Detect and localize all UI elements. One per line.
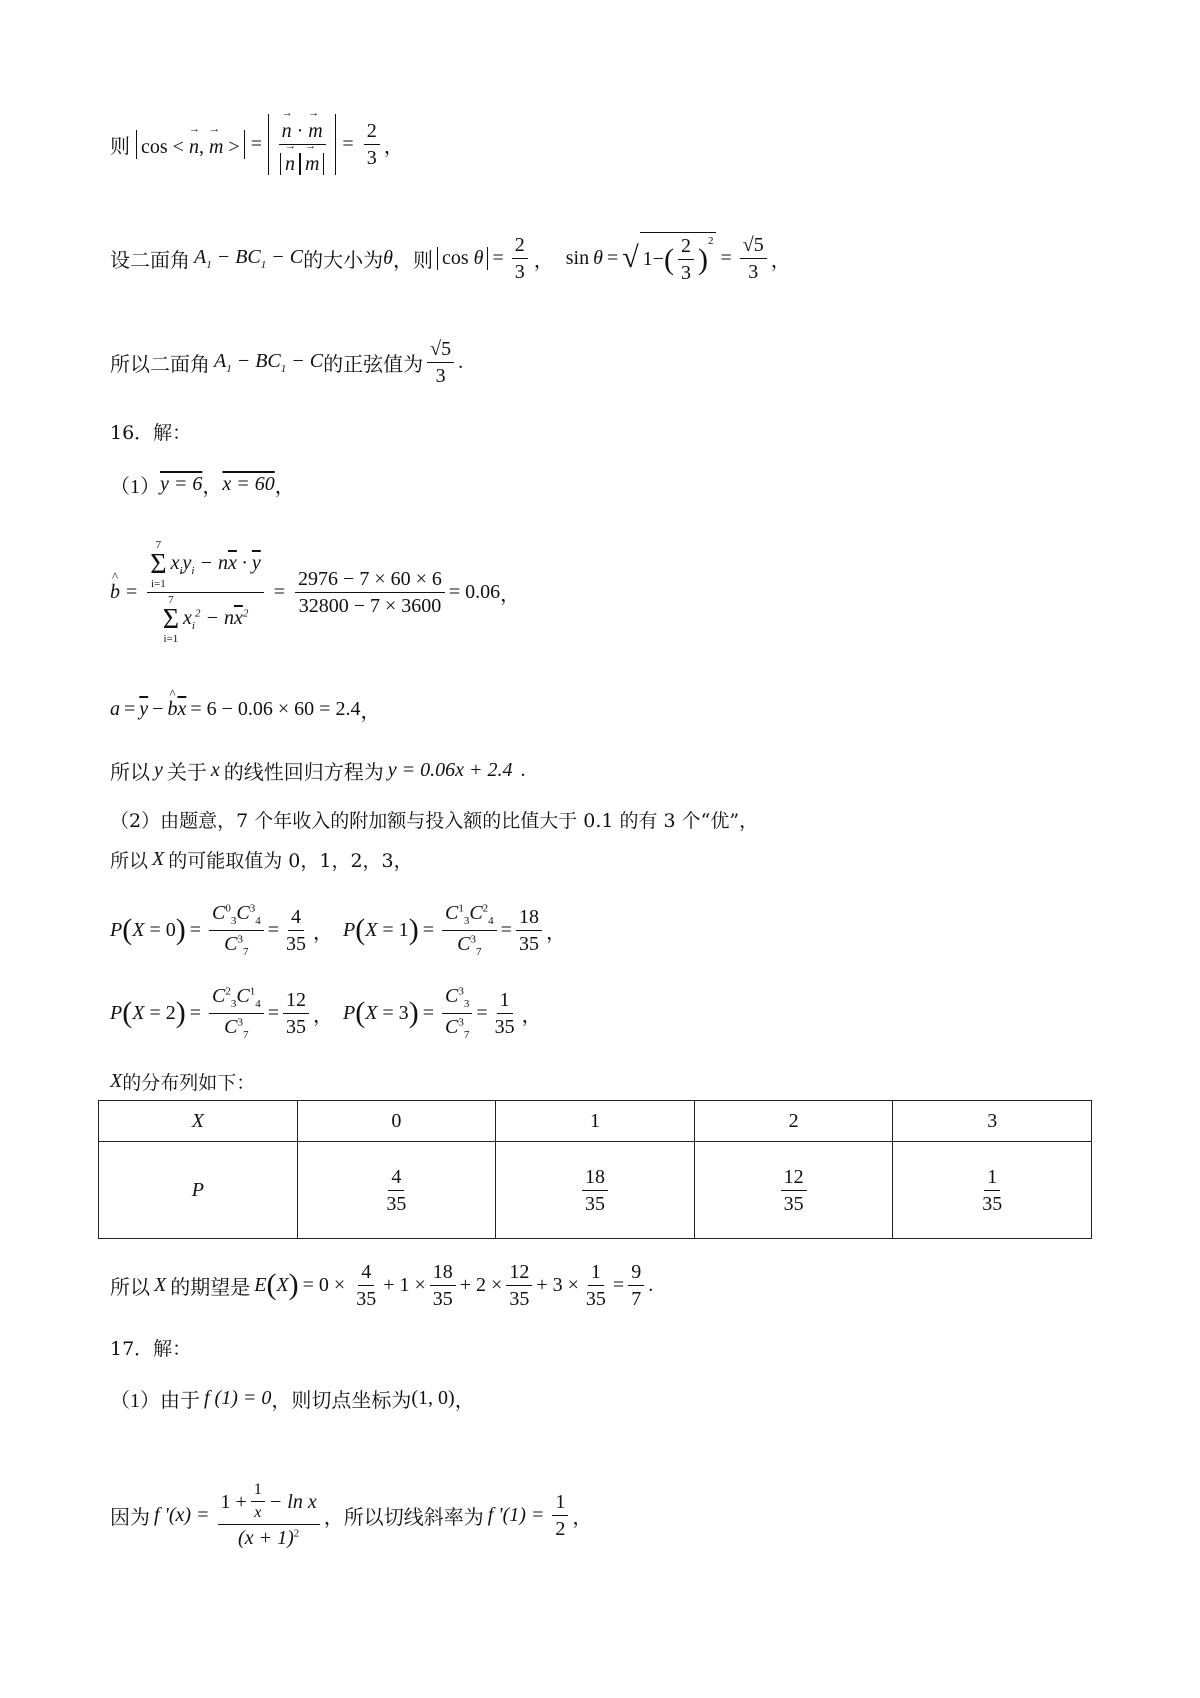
denominator: 3: [366, 146, 377, 169]
punct: ，: [274, 476, 295, 498]
symbol: BC: [235, 245, 261, 268]
cos-text: cos: [441, 246, 469, 269]
punct: .: [648, 1273, 654, 1296]
cos-text: cos: [141, 135, 168, 158]
text: 设二面角: [110, 249, 190, 272]
fraction: [364, 120, 380, 169]
dihedral-angle-line: 设二面角 $A_1 - BC_1 - C$ 的大小为 θ ，则 cos θ = $\frac{2}{3}$ ， sin θ = √ 1 − ( $\frac{2}{3}$ ) $^2$ = $\frac{√5}{3}$ ，: [110, 233, 791, 284]
text: 的大小为: [303, 249, 384, 272]
part2-intro: （2）由题意，7 个年收入的附加额与投入额的比值大于 0.1 的有 3 个“优”，: [110, 810, 759, 832]
text: ，所以切线斜率为: [323, 1506, 484, 1529]
symbol: A: [214, 349, 227, 372]
sine-value-line: 所以二面角 $A_1 - BC_1 - C$ 的正弦值为 $\frac{√5}{3}$ .: [110, 337, 464, 387]
denominator: 35: [285, 1015, 306, 1038]
denominator: 35: [356, 1287, 377, 1310]
denominator: 35: [509, 1287, 530, 1310]
vector-m: → m: [305, 147, 319, 175]
numerator: 12: [781, 1166, 807, 1191]
denominator: 35: [386, 1192, 407, 1215]
sin-text: sin: [565, 246, 590, 269]
vector-n: → n: [285, 147, 295, 175]
symbol: x: [210, 759, 220, 781]
intercept-line: a = $\overline{y}$ − ^ b $\overline{x}$ = 6 − 0.06 × 60 = 2.4 ，: [110, 695, 380, 724]
section-heading-16: 16．解：: [110, 422, 192, 444]
numerator: 1 +: [220, 1490, 247, 1513]
result: = 0.06: [448, 580, 501, 603]
punct: .: [458, 350, 464, 373]
prob-line-2-3: P ( X = 2 ) = $\frac{C^2_3C^1_4}{C^3_7}$ = $\frac{12}{35}$ ， P ( X = 3 ) = $\frac{C^3_3}{C^3_7}$ = $\frac{1}{35}$ ，: [110, 985, 542, 1041]
denominator: 2: [555, 1517, 566, 1540]
vector-m: → m: [308, 114, 322, 142]
vector-m: → m: [209, 130, 223, 159]
denominator: 35: [285, 932, 306, 955]
text: （1）由于: [110, 1390, 200, 1412]
table-cell: [297, 1142, 496, 1239]
a: a: [110, 698, 120, 720]
numerator: 18: [430, 1261, 456, 1286]
denominator: 7: [631, 1287, 642, 1310]
punct: ，: [572, 1506, 593, 1529]
fraction: 1 + $\frac{1}{x}$ − ln x $(x + 1)^2$: [218, 1481, 320, 1548]
numerator: 4: [388, 1166, 404, 1191]
numerator: 18: [516, 906, 542, 931]
text: 所以二面角: [110, 353, 210, 376]
text: 的可能取值为 0，1，2，3，: [168, 850, 413, 872]
symbol: C: [309, 349, 324, 372]
text: 所以: [110, 762, 150, 784]
table-cell: X: [99, 1101, 298, 1142]
table-cell: [694, 1142, 893, 1239]
table-header-row: [99, 1101, 1092, 1142]
numerator: 4: [288, 906, 304, 931]
section-heading-17: 17．解：: [110, 1338, 192, 1360]
expr: = 6 − 0.06 × 60 = 2.4: [190, 698, 361, 720]
denominator: 3: [680, 262, 691, 284]
text: 所以: [110, 850, 149, 872]
derivative-line: [110, 1455, 592, 1575]
symbol: X: [152, 848, 165, 870]
upper: 7: [155, 538, 162, 551]
y-mean: y = 6: [160, 473, 203, 495]
expectation-line: 所以 X 的期望是 E ( X ) = 0 × $\frac{4}{35}$ + 1 × $\frac{18}{35}$ + 2 × $\frac{12}{35}$ + 3 × $\frac{1}{35}$ = $\frac{9}{7}$ .: [110, 1260, 654, 1310]
denominator: 35: [432, 1287, 453, 1310]
lower: i=1: [163, 632, 179, 645]
symbol: X: [154, 1273, 167, 1296]
numerator: 9: [628, 1261, 644, 1286]
slope-formula-line: ^ b = 7 Σ i=1 $x_iy_i - n\overline{x} \cdot \overline{y}$ 7 Σ i=1 $x_i^2 - n\overline{x}^2$ = $\frac{2976 - 7 \times 60 \times 6}{32800 - 7 \times 3600}$ = 0.06 ，: [110, 532, 520, 652]
expr: f (1) = 0: [204, 1387, 272, 1409]
regression-line: [110, 756, 526, 785]
numerator: − ln x: [268, 1490, 317, 1513]
theta: θ: [383, 246, 393, 269]
numerator: √5: [427, 338, 454, 363]
punct: ，: [454, 1390, 475, 1412]
text: 因为: [110, 1506, 150, 1529]
upper: 7: [168, 593, 174, 606]
abs-cos: cos < → n, → m >: [136, 130, 245, 159]
denominator: 3: [435, 364, 446, 387]
theta: θ: [593, 246, 603, 269]
one: 1: [642, 248, 653, 270]
numerator: √5: [740, 234, 767, 259]
table-cell: 3: [893, 1101, 1092, 1142]
denominator: 32800 − 7 × 3600: [298, 594, 442, 617]
punct: ，: [500, 583, 521, 606]
denominator: (x + 1): [238, 1526, 294, 1549]
denominator: 35: [585, 1287, 606, 1310]
symbol: <: [172, 135, 184, 158]
expr: f '(1) =: [487, 1503, 545, 1526]
text: （1）: [110, 476, 160, 498]
numerator: 1: [984, 1166, 1000, 1191]
punct: ，: [360, 701, 381, 723]
numerator: 2976 − 7 × 60 × 6: [295, 568, 445, 593]
symbol: X: [110, 1070, 123, 1092]
symbol: C: [289, 245, 304, 268]
text: 的期望是: [170, 1276, 251, 1299]
text: 的分布列如下：: [122, 1072, 256, 1094]
denominator: 35: [518, 932, 539, 955]
punct: ，: [383, 135, 404, 158]
denominator: 35: [494, 1015, 515, 1038]
table-cell: 1: [496, 1101, 695, 1142]
equation: y = 0.06x + 2.4: [387, 759, 513, 781]
vector-n: → n: [189, 130, 199, 159]
abs-fraction: [268, 114, 336, 175]
numerator: 4: [358, 1261, 374, 1286]
numerator: 1: [497, 989, 513, 1014]
means-line: [110, 470, 295, 499]
symbol: y: [154, 759, 163, 781]
table-row: [99, 1142, 1092, 1239]
numerator: 2: [512, 234, 528, 259]
text: ，则: [392, 249, 433, 272]
cos-angle-line: 则 cos < → n, → m > = → n · → m → n → m = $\frac{2}{3}$ ，: [110, 104, 404, 184]
denominator: 3: [514, 260, 525, 283]
numerator: 2: [364, 120, 380, 145]
text: 关于: [166, 762, 207, 784]
lower: i=1: [151, 577, 166, 590]
symbol: >: [228, 135, 240, 158]
text: 的线性回归方程为: [223, 762, 384, 784]
numerator: 18: [582, 1166, 608, 1191]
numerator: 2: [678, 235, 694, 260]
denominator: 35: [584, 1192, 605, 1215]
numerator: 1: [588, 1261, 604, 1286]
punct: ，: [202, 476, 223, 498]
table-cell: 2: [694, 1101, 893, 1142]
distribution-caption: [110, 1068, 255, 1095]
table-cell: [496, 1142, 695, 1239]
table-cell: P: [99, 1142, 298, 1239]
tangent-point-line: [110, 1384, 475, 1413]
symbol: A: [194, 245, 207, 268]
expr: f '(x) =: [154, 1503, 210, 1526]
symbol: BC: [255, 349, 281, 372]
numerator: 12: [506, 1261, 532, 1286]
numerator: 1: [552, 1491, 568, 1516]
punct: ，: [770, 249, 791, 272]
sum-fraction: 7 Σ i=1 $x_iy_i - n\overline{x} \cdot \overline{y}$ 7 Σ i=1 $x_i^2 - n\overline{x}^2$: [147, 540, 263, 645]
numerator: 12: [283, 989, 309, 1014]
x-values-line: [110, 846, 413, 873]
denominator: 3: [748, 260, 759, 283]
distribution-table: [98, 1100, 1092, 1239]
denominator: 35: [783, 1192, 804, 1215]
table-cell: [893, 1142, 1092, 1239]
point: (1, 0): [411, 1387, 455, 1409]
prob-line-0-1: P ( X = 0 ) = $\frac{C^0_3C^3_4}{C^3_7}$ = $\frac{4}{35}$ ， P ( X = 1 ) = $\frac{C^1_3C^2_4}{C^3_7}$ = $\frac{18}{35}$ ，: [110, 902, 566, 958]
punct: .: [520, 759, 526, 781]
text: 的正弦值为: [323, 353, 424, 376]
b-hat: ^ b: [110, 581, 120, 604]
x-mean: x = 60: [222, 473, 275, 495]
text: 则: [110, 135, 130, 158]
denominator: 35: [982, 1192, 1003, 1215]
text: ，则切点坐标为: [271, 1390, 412, 1412]
theta: θ: [473, 246, 484, 269]
table-cell: 0: [297, 1101, 496, 1142]
text: 所以: [110, 1276, 150, 1299]
fraction: → n · → m → n → m: [277, 114, 327, 175]
vector-n: → n: [282, 114, 292, 142]
